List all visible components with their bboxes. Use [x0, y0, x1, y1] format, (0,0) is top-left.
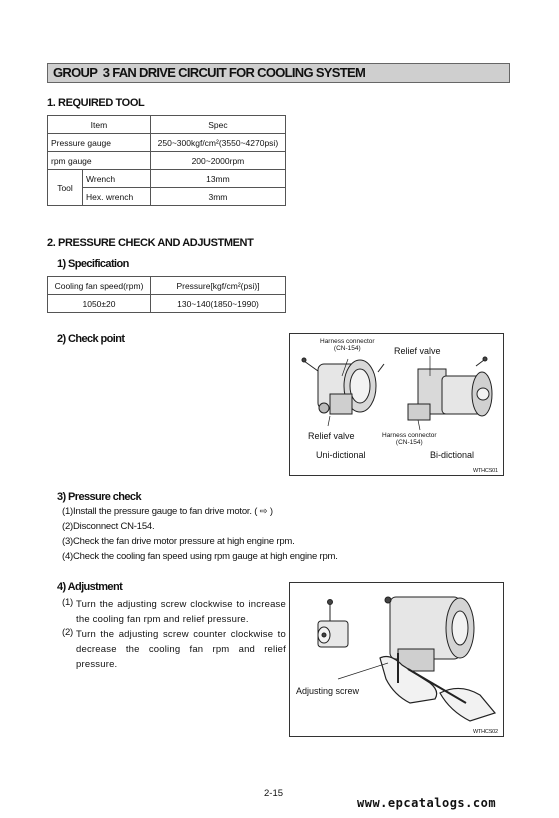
list-item	[62, 536, 338, 551]
step-number: (1)	[62, 597, 74, 608]
check-point-figure	[289, 333, 504, 476]
step-number: (4)	[62, 551, 74, 562]
figure-code: WTHCS01	[473, 468, 498, 474]
relief-valve-right-label: Relief valve	[394, 346, 441, 356]
table-row	[48, 134, 286, 152]
list-item	[62, 597, 286, 627]
step-number: (2)	[62, 627, 74, 638]
table-row	[48, 295, 286, 313]
figure-code: WTHCS02	[473, 729, 498, 735]
section-heading-required-tool: 1. REQUIRED TOOL	[47, 97, 145, 109]
table-row	[48, 277, 286, 295]
table-header-pressure: Pressure[kgf/cm²(psi)]	[151, 277, 286, 295]
relief-valve-closeup	[318, 600, 348, 648]
list-item	[62, 551, 338, 566]
group-title-bar	[47, 63, 510, 83]
adjusting-screw-label: Adjusting screw	[296, 686, 360, 696]
table-cell: 1050±20	[48, 295, 151, 313]
adjustment-figure	[289, 582, 504, 737]
table-header-speed: Cooling fan speed(rpm)	[48, 277, 151, 295]
adjustment-steps	[62, 597, 286, 672]
table-header-spec: Spec	[150, 116, 285, 134]
harness-connector-right-label: Harness connector (CN-154)	[382, 432, 437, 446]
pressure-check-steps	[62, 506, 338, 566]
relief-valve-left-label: Relief valve	[308, 431, 355, 441]
harness-connector-left-label: Harness connector (CN-154)	[320, 338, 375, 352]
list-item	[62, 506, 338, 521]
hands-and-wrench	[380, 653, 495, 721]
step-number: (2)	[62, 521, 74, 532]
table-cell: 250~300kgf/cm²(3550~4270psi)	[150, 134, 285, 152]
table-cell: 3mm	[150, 188, 285, 206]
table-row	[48, 188, 286, 206]
list-item	[62, 627, 286, 672]
section-heading-pressure-check: 2. PRESSURE CHECK AND ADJUSTMENT	[47, 237, 254, 249]
table-cell: rpm gauge	[48, 152, 151, 170]
specification-heading: 1) Specification	[57, 258, 129, 270]
step-number: (3)	[62, 536, 74, 547]
table-cell: 130~140(1850~1990)	[151, 295, 286, 313]
bi-directional-label: Bi-dictional	[430, 450, 475, 460]
check-point-heading: 2) Check point	[57, 333, 125, 345]
step-text: Turn the adjusting screw counter clockwise to decrease the cooling fan rpm and relief pressure.	[76, 629, 286, 670]
uni-directional-label: Uni-dictional	[316, 450, 366, 460]
list-item	[62, 521, 338, 536]
adjustment-heading: 4) Adjustment	[57, 581, 123, 593]
page-number: 2-15	[264, 788, 284, 799]
step-text: Check the fan drive motor pressure at high engine rpm.	[73, 536, 295, 547]
watermark: www.epcatalogs.com	[357, 796, 497, 810]
step-text: Turn the adjusting screw clockwise to increase the cooling fan rpm and relief pressure.	[76, 599, 286, 625]
table-cell: Pressure gauge	[48, 134, 151, 152]
table-row	[48, 116, 286, 134]
group-title: GROUP 3 FAN DRIVE CIRCUIT FOR COOLING SYSTEM	[53, 65, 366, 80]
table-row	[48, 152, 286, 170]
step-number: (1)	[62, 506, 74, 517]
bi-directional-motor	[408, 357, 492, 420]
table-cell: 13mm	[150, 170, 285, 188]
step-text: Disconnect CN-154.	[73, 521, 155, 532]
pressure-check-heading: 3) Pressure check	[57, 491, 141, 503]
step-text: Install the pressure gauge to fan drive motor. ( ⇨ )	[73, 506, 273, 517]
table-cell: Hex. wrench	[83, 188, 151, 206]
table-cell: Wrench	[83, 170, 151, 188]
adjustment-illustration	[290, 583, 503, 736]
table-row	[48, 170, 286, 188]
uni-directional-motor	[302, 358, 384, 414]
required-tool-table	[47, 115, 286, 206]
table-cell: 200~2000rpm	[150, 152, 285, 170]
table-header-item: Item	[48, 116, 151, 134]
specification-table	[47, 276, 286, 313]
step-text: Check the cooling fan speed using rpm gauge at high engine rpm.	[73, 551, 338, 562]
table-cell-tool: Tool	[48, 170, 83, 206]
